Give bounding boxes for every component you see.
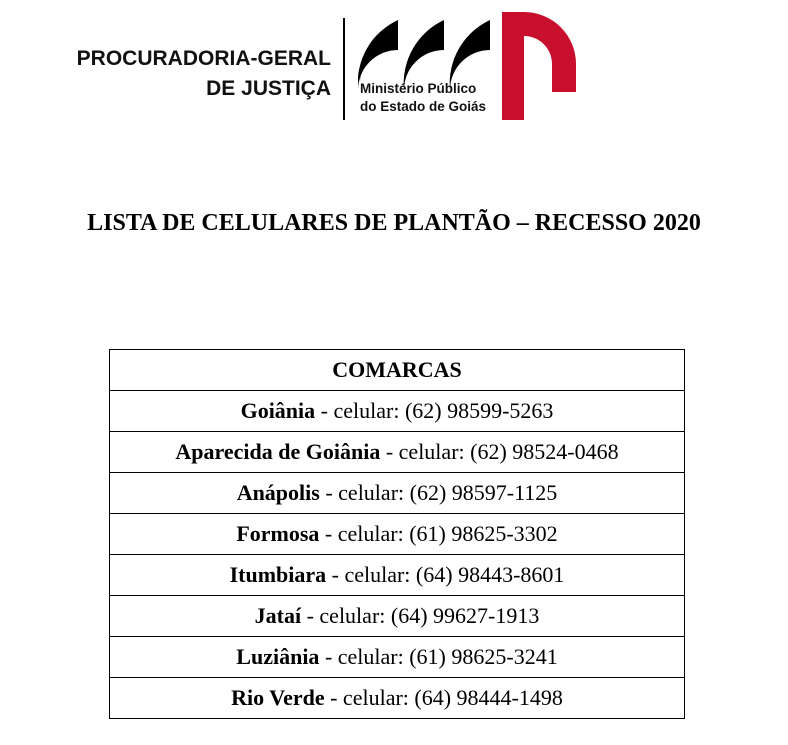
comarcas-table — [109, 349, 685, 719]
city-name: Rio Verde — [231, 685, 325, 710]
table-row — [110, 514, 685, 555]
city-name: Itumbiara — [229, 562, 327, 587]
table-row — [110, 432, 685, 473]
organization-name-line1: PROCURADORIA-GERAL — [76, 47, 331, 70]
table-cell — [110, 391, 685, 432]
table-cell — [110, 596, 685, 637]
table-header-row — [110, 350, 685, 391]
header-divider — [343, 18, 345, 120]
table-row — [110, 637, 685, 678]
phone-text: - celular: (64) 98444-1498 — [324, 685, 563, 710]
table-row — [110, 678, 685, 719]
city-name: Luziânia — [236, 644, 320, 669]
document-title: LISTA DE CELULARES DE PLANTÃO – RECESSO 2020 — [87, 210, 701, 236]
phone-text: - celular: (64) 98443-8601 — [326, 562, 565, 587]
phone-text: - celular: (61) 98625-3241 — [319, 644, 558, 669]
table-cell — [110, 678, 685, 719]
city-name: Formosa — [236, 521, 320, 546]
organization-name — [0, 44, 331, 104]
organization-name-line2: DE JUSTIÇA — [206, 77, 331, 100]
mp-logo-text-line1: Ministério Público — [360, 81, 477, 96]
phone-text: - celular: (62) 98524-0468 — [380, 439, 619, 464]
table-cell — [110, 514, 685, 555]
city-name: Aparecida de Goiânia — [175, 439, 381, 464]
table-cell — [110, 432, 685, 473]
table-row — [110, 473, 685, 514]
table-row — [110, 555, 685, 596]
mp-logo-text-line2: do Estado de Goiás — [360, 99, 487, 114]
table-row — [110, 391, 685, 432]
phone-text: - celular: (62) 98597-1125 — [319, 480, 558, 505]
phone-text: - celular: (61) 98625-3302 — [319, 521, 558, 546]
city-name: Goiânia — [240, 398, 316, 423]
city-name: Anápolis — [236, 480, 320, 505]
table-cell — [110, 637, 685, 678]
table-cell — [110, 555, 685, 596]
table-cell — [110, 473, 685, 514]
phone-text: - celular: (62) 98599-5263 — [315, 398, 554, 423]
city-name: Jataí — [254, 603, 302, 628]
table-row — [110, 596, 685, 637]
mp-logo-text — [360, 80, 486, 116]
table-header-comarcas: COMARCAS — [110, 350, 685, 391]
phone-text: - celular: (64) 99627-1913 — [301, 603, 540, 628]
mp-logo-p-icon — [500, 12, 580, 120]
